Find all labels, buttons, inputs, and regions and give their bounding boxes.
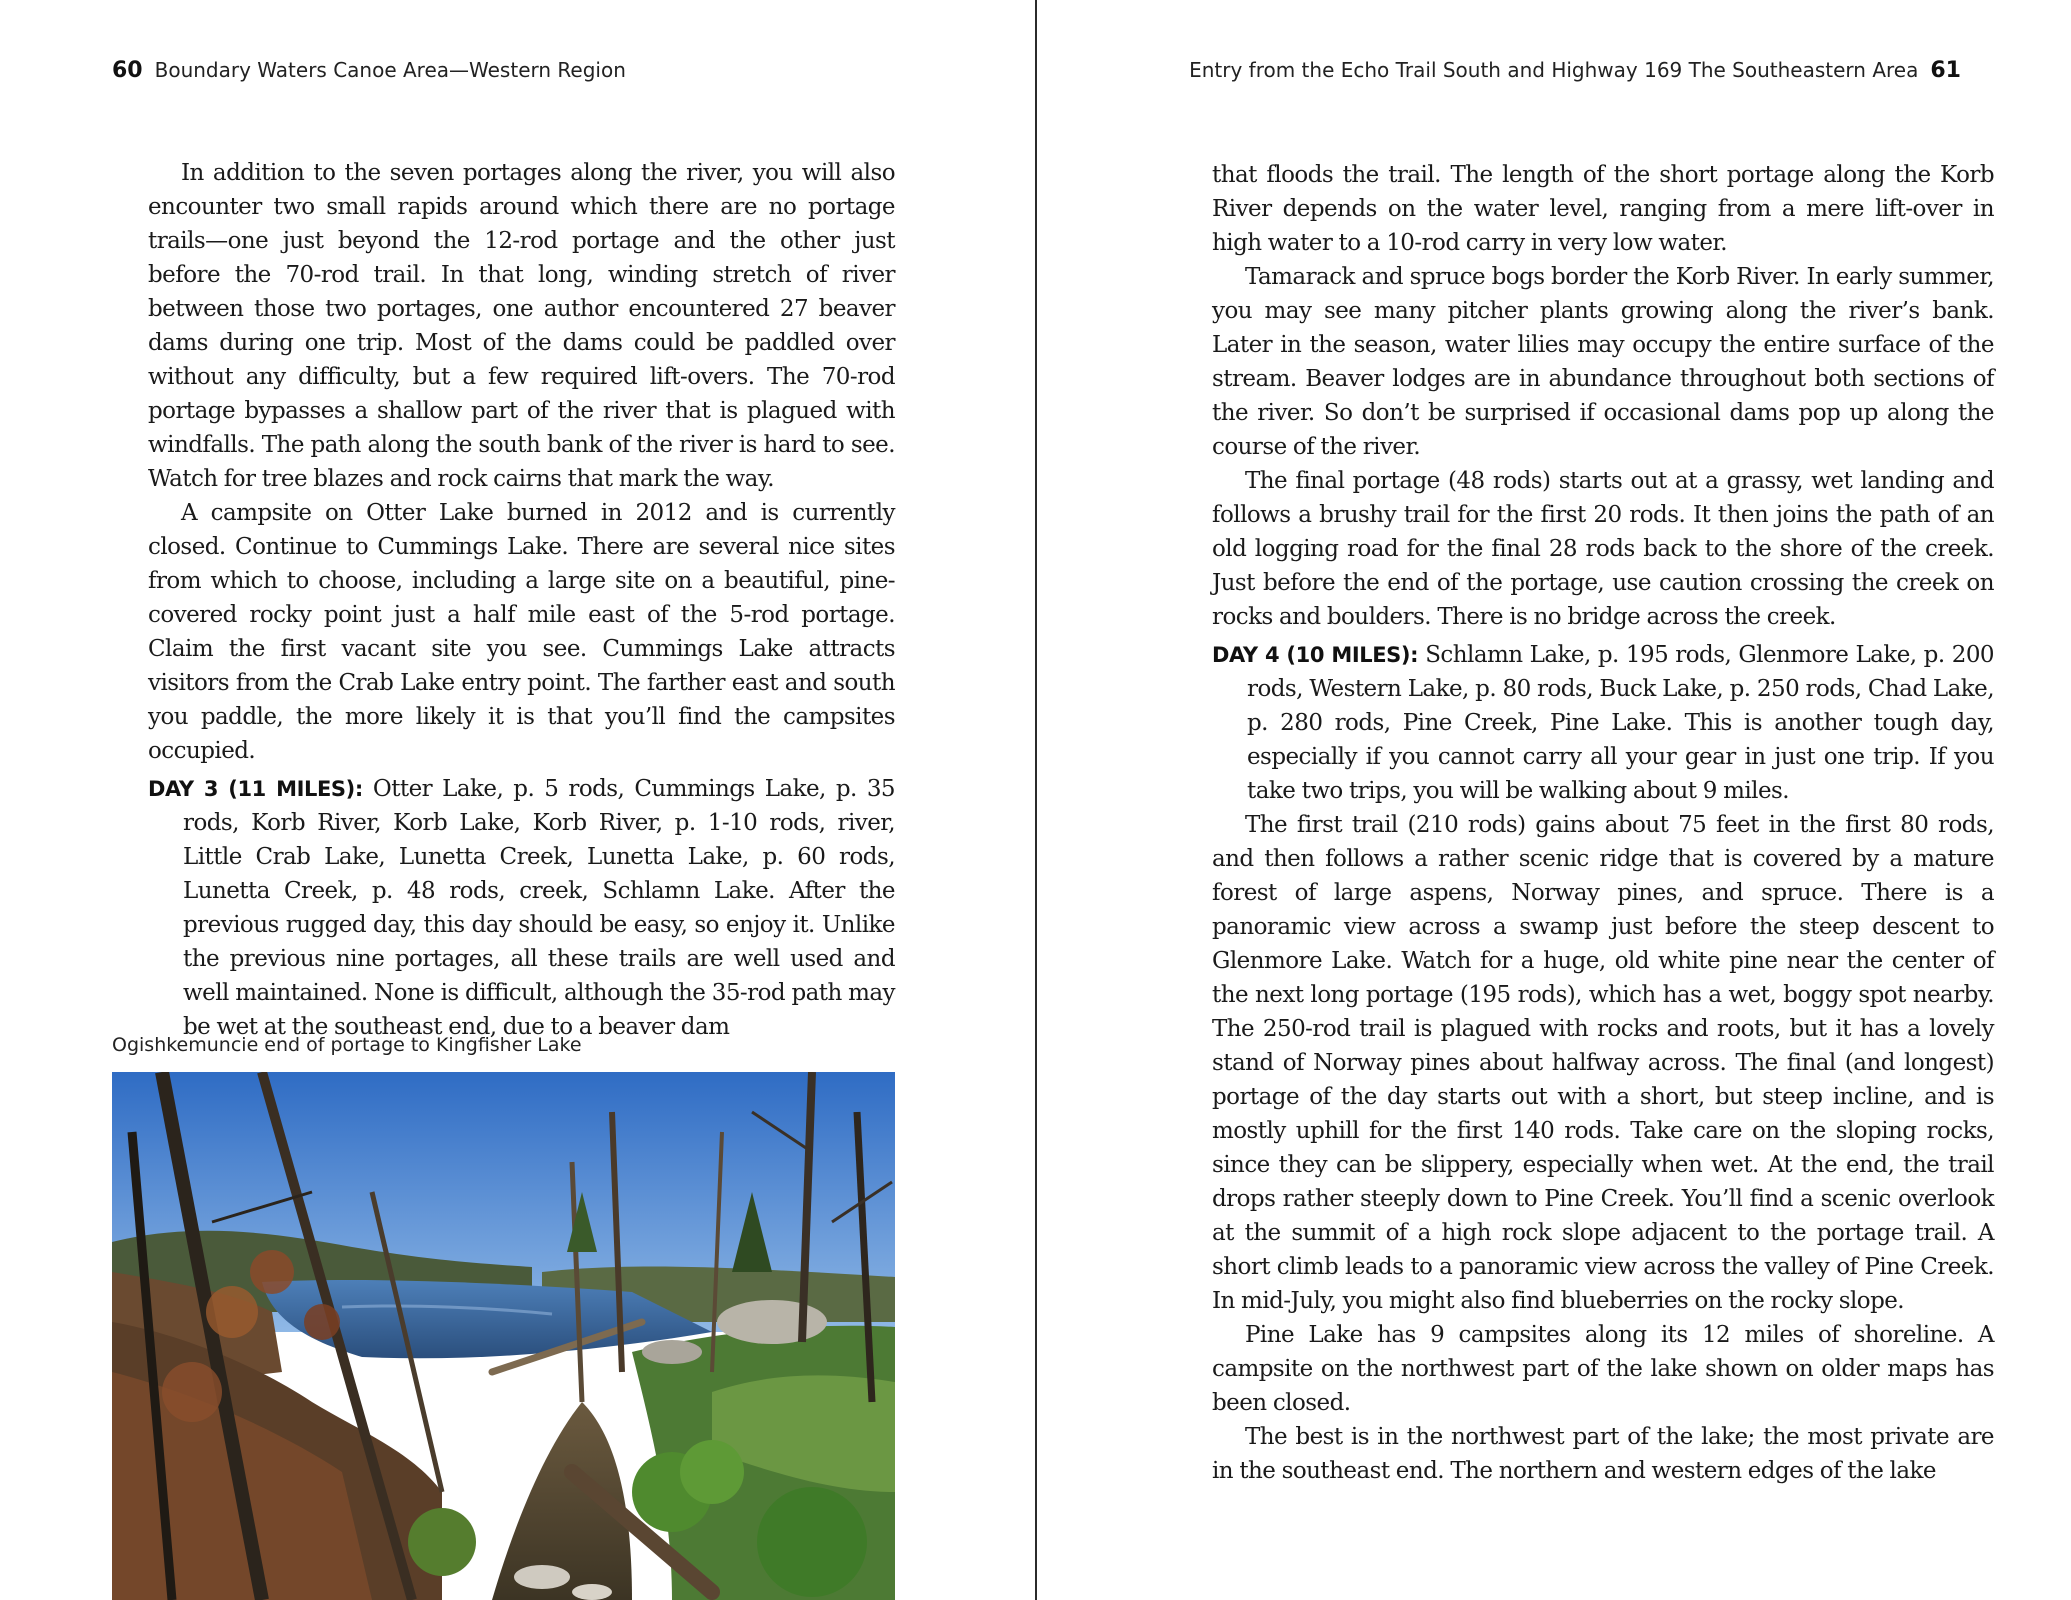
left-running-head-title: Boundary Waters Canoe Area—Western Region xyxy=(154,58,626,82)
paragraph: Pine Lake has 9 campsites along its 12 miles of shoreline. A campsite on the northwest part of the lake shown on older maps has been closed. xyxy=(1212,1322,1994,1416)
left-body-text xyxy=(148,156,895,1044)
right-page xyxy=(1037,0,2071,1600)
day-3-text: Otter Lake, p. 5 rods, Cummings Lake, p. 35 rods, Korb River, Korb Lake, Korb River, p. 1-10 rods, river, Little Crab Lake, Lunetta Creek, Lunetta Lake, p. 60 rods, Lunetta Creek, p. 48 rods, creek, Schlamn Lake. After the previous rugged day, this day should be easy, so enjoy it. Unlike the previous nine portages, all these trails are well used and well maintained. None is difficult, although the 35-rod path may be wet at the southeast end, due to a beaver dam xyxy=(183,776,895,1040)
paragraph: In addition to the seven portages along the river, you will also encounter two small rapids around which there are no portage trails—one just beyond the 12-rod portage and the other just before the 70-rod trail. In that long, winding stretch of river between those two portages, one author encountered 27 beaver dams during one trip. Most of the dams could be paddled over without any difficulty, but a few required lift-overs. The 70-rod portage bypasses a shallow part of the river that is plagued with windfalls. The path along the south bank of the river is hard to see. Watch for tree blazes and rock cairns that mark the way. xyxy=(148,160,895,492)
left-page xyxy=(0,0,1035,1600)
day-4-heading: DAY 4 (10 MILES): xyxy=(1212,643,1419,667)
left-running-head xyxy=(112,58,626,83)
right-running-head-title: Entry from the Echo Trail South and Highway 169 The Southeastern Area xyxy=(1189,58,1919,82)
day-4-entry xyxy=(1212,638,1994,808)
paragraph: A campsite on Otter Lake burned in 2012 and is currently closed. Continue to Cummings Lake. There are several nice sites from which to choose, including a large site on a beautiful, pine-covered rocky point just a half mile east of the 5-rod portage. Claim the first vacant site you see. Cummings Lake attracts visitors from the Crab Lake entry point. The farther east and south you paddle, the more likely it is that you’ll find the campsites occupied. xyxy=(148,500,895,764)
day-4-text: Schlamn Lake, p. 195 rods, Glenmore Lake, p. 200 rods, Western Lake, p. 80 rods, Buck Lake, p. 250 rods, Chad Lake, p. 280 rods, Pine Creek, Pine Lake. This is another tough day, especially if you cannot carry all your gear in just one trip. If you take two trips, you will be walking about 9 miles. xyxy=(1247,642,1994,804)
right-body-text xyxy=(1212,158,1994,1488)
paragraph: Tamarack and spruce bogs border the Korb River. In early summer, you may see many pitcher plants growing along the river’s bank. Later in the season, water lilies may occupy the entire surface of the stream. Beaver lodges are in abundance throughout both sections of the river. So don’t be surprised if occasional dams pop up along the course of the river. xyxy=(1212,264,1994,460)
day-3-heading: DAY 3 (11 MILES): xyxy=(148,777,363,801)
paragraph: The final portage (48 rods) starts out at a grassy, wet landing and follows a brushy trail for the first 20 rods. It then joins the path of an old logging road for the final 28 rods back to the shore of the creek. Just before the end of the portage, use caution crossing the creek on rocks and boulders. There is no bridge across the creek. xyxy=(1212,468,1994,630)
page-number-left: 60 xyxy=(112,58,143,83)
portage-trail-photo xyxy=(112,1072,895,1600)
day-3-entry xyxy=(148,772,895,1044)
paragraph: The best is in the northwest part of the lake; the most private are in the southeast end. The northern and western edges of the lake xyxy=(1212,1424,1994,1484)
photo-caption: Ogishkemuncie end of portage to Kingfisher Lake xyxy=(112,1034,582,1056)
page-number-right: 61 xyxy=(1930,58,1961,83)
paragraph-continuation: that floods the trail. The length of the short portage along the Korb River depends on the water level, ranging from a mere lift-over in high water to a 10-rod carry in very low water. xyxy=(1212,162,1994,256)
right-running-head xyxy=(1189,58,1961,83)
paragraph: The first trail (210 rods) gains about 75 feet in the first 80 rods, and then follows a rather scenic ridge that is covered by a mature forest of large aspens, Norway pines, and spruce. There is a panoramic view across a swamp just before the steep descent to Glenmore Lake. Watch for a huge, old white pine near the center of the next long portage (195 rods), which has a wet, boggy spot nearby. The 250-rod trail is plagued with rocks and roots, but it has a lovely stand of Norway pines about halfway across. The final (and longest) portage of the day starts out with a short, but steep incline, and is mostly uphill for the first 140 rods. Take care on the sloping rocks, since they can be slippery, especially when wet. At the end, the trail drops rather steeply down to Pine Creek. You’ll find a scenic overlook at the summit of a high rock slope adjacent to the portage trail. A short climb leads to a panoramic view across the valley of Pine Creek. In mid-July, you might also find blueberries on the rocky slope. xyxy=(1212,812,1994,1314)
